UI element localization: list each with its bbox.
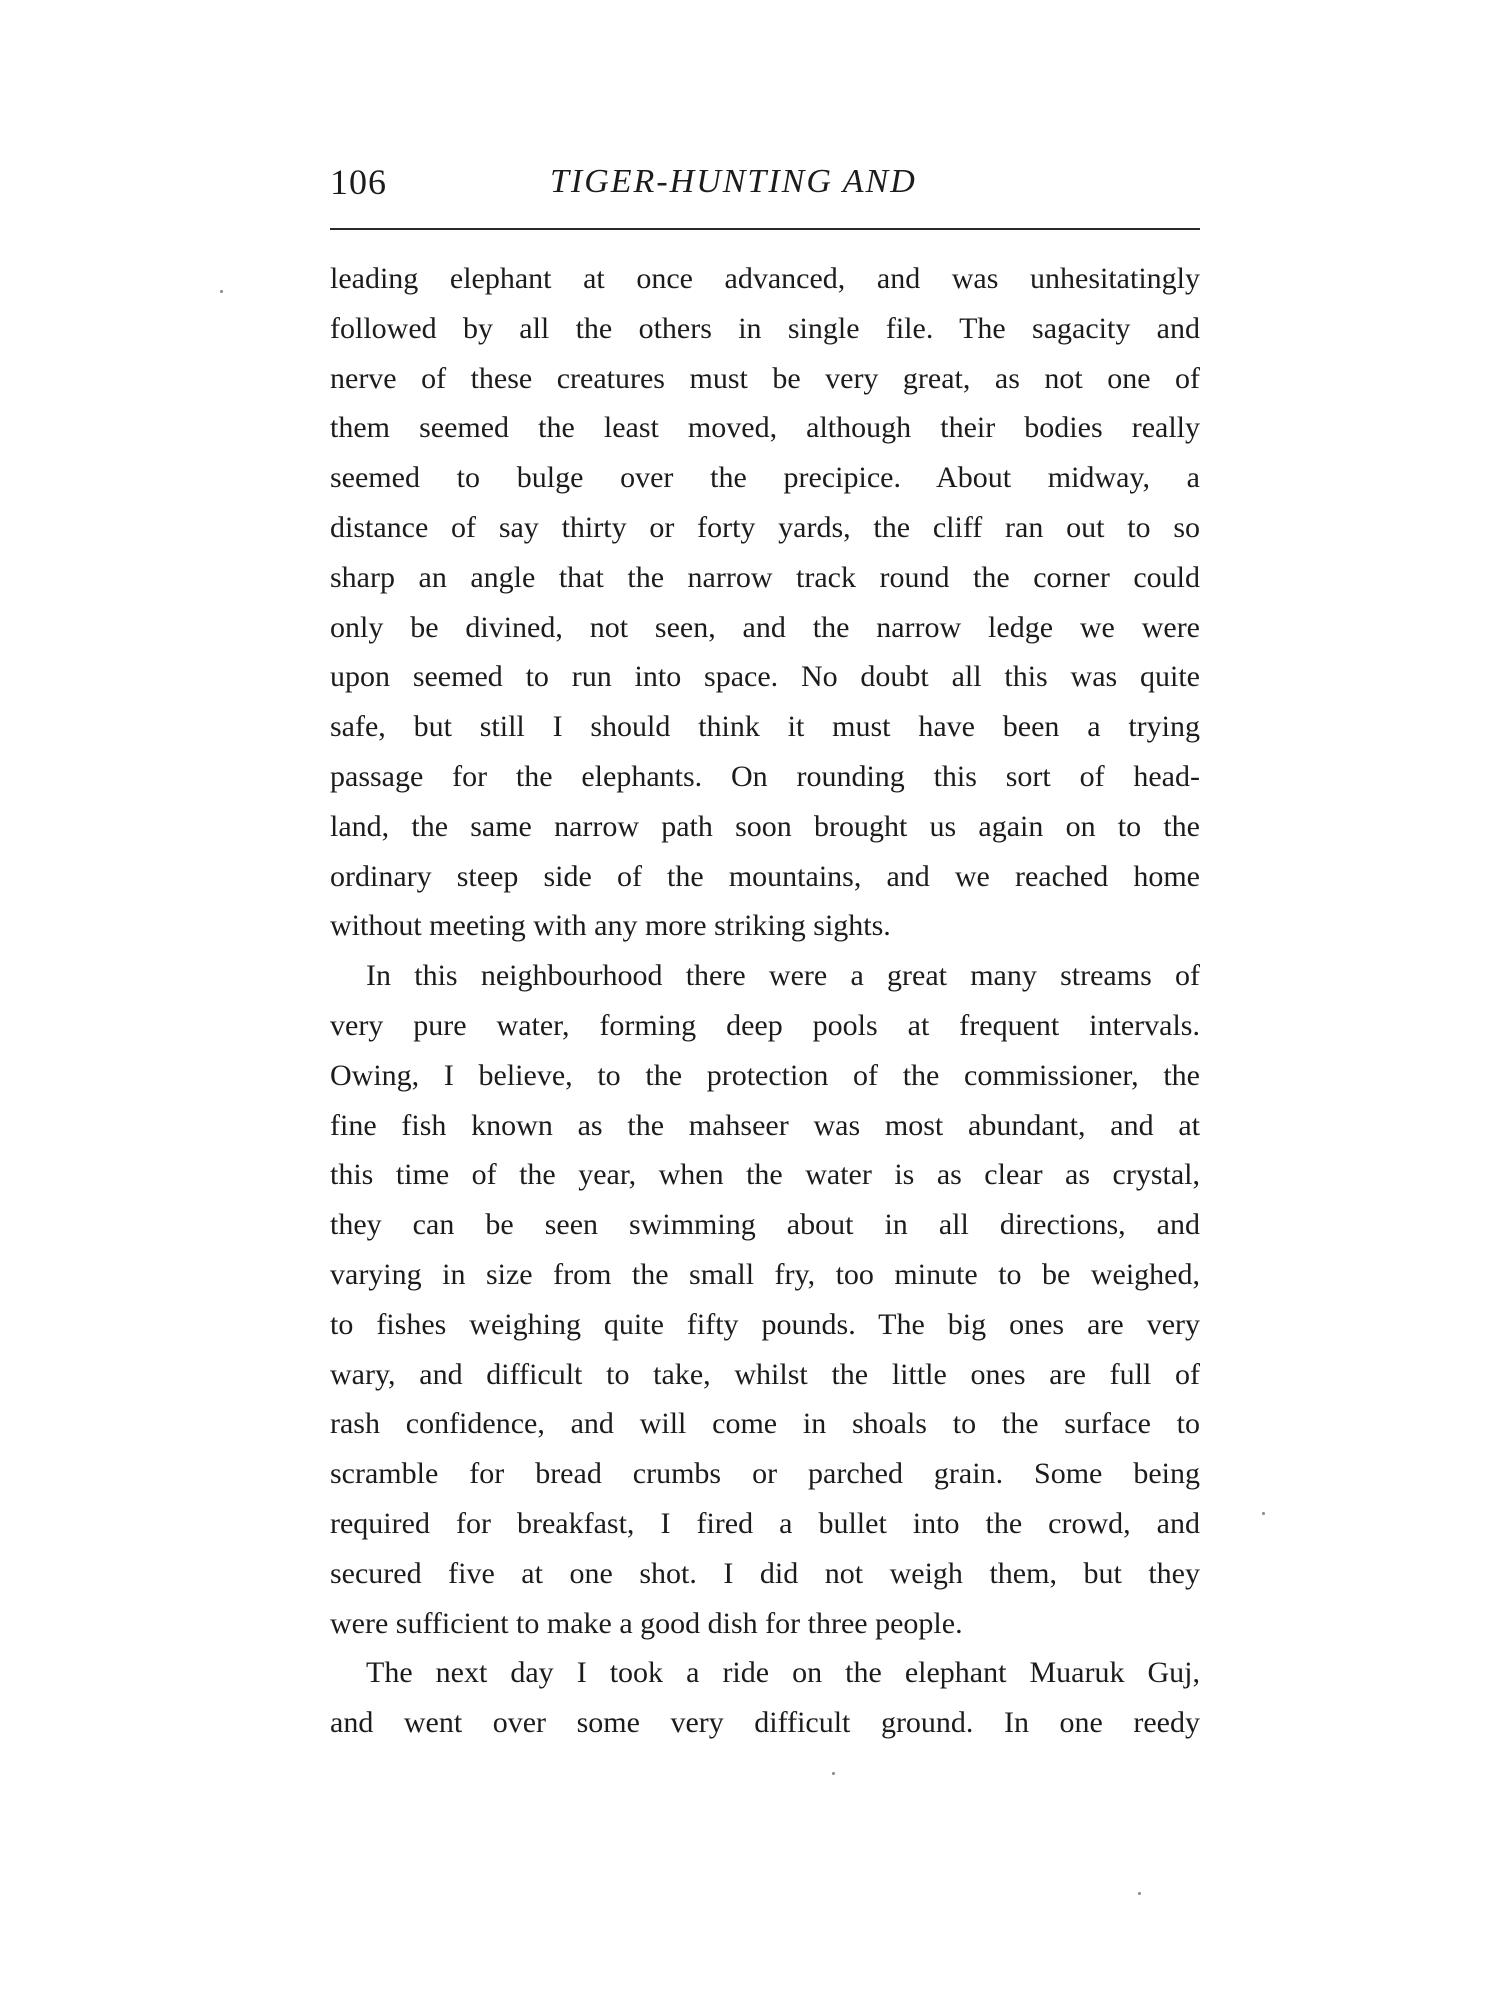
running-head (330, 160, 1200, 220)
text-line: passage for the elephants. On rounding this sort of head- (330, 759, 1200, 793)
paper-speck (1262, 1512, 1265, 1515)
text-line: The next day I took a ride on the elephant Muaruk Guj, (366, 1656, 1200, 1690)
page-number: 106 (330, 162, 387, 202)
text-line: sharp an angle that the narrow track round the corner could (330, 560, 1200, 594)
text-line: seemed to bulge over the precipice. About midway, a (330, 461, 1200, 495)
paper-speck (1138, 1892, 1141, 1895)
running-title: TIGER-HUNTING AND (550, 163, 917, 200)
text-line: fine fish known as the mahseer was most abundant, and at (330, 1108, 1200, 1142)
text-line: very pure water, forming deep pools at frequent intervals. (330, 1008, 1200, 1042)
text-line: nerve of these creatures must be very great, as not one of (330, 361, 1200, 395)
text-line: varying in size from the small fry, too minute to be weighed, (330, 1257, 1200, 1291)
text-line: rash confidence, and will come in shoals to the surface to (330, 1407, 1200, 1441)
text-line: only be divined, not seen, and the narrow ledge we were (330, 610, 1200, 644)
text-line: scramble for bread crumbs or parched grain. Some being (330, 1457, 1200, 1491)
text-line: ordinary steep side of the mountains, and we reached home (330, 859, 1200, 893)
body-text (330, 254, 1200, 1748)
text-line: upon seemed to run into space. No doubt all this was quite (330, 660, 1200, 694)
text-line: wary, and difficult to take, whilst the little ones are full of (330, 1357, 1200, 1391)
paper-speck (220, 290, 223, 293)
text-line: required for breakfast, I fired a bullet into the crowd, and (330, 1506, 1200, 1540)
text-line: In this neighbourhood there were a great many streams of (366, 959, 1200, 993)
text-line: this time of the year, when the water is as clear as crystal, (330, 1158, 1200, 1192)
text-line: them seemed the least moved, although their bodies really (330, 411, 1200, 445)
text-line: distance of say thirty or forty yards, the cliff ran out to so (330, 510, 1200, 544)
text-line: secured five at one shot. I did not weigh them, but they (330, 1556, 1200, 1590)
text-line: Owing, I believe, to the protection of the commissioner, the (330, 1058, 1200, 1092)
text-line: leading elephant at once advanced, and was unhesitatingly (330, 262, 1200, 295)
text-line: and went over some very difficult ground. In one reedy (330, 1706, 1200, 1740)
text-line: followed by all the others in single file. The sagacity and (330, 311, 1200, 345)
text-line: without meeting with any more striking sights. (330, 909, 891, 943)
text-line: they can be seen swimming about in all directions, and (330, 1208, 1200, 1242)
text-line: land, the same narrow path soon brought us again on to the (330, 809, 1200, 843)
text-line: to fishes weighing quite fifty pounds. The big ones are very (330, 1307, 1200, 1341)
text-line: safe, but still I should think it must have been a trying (330, 710, 1200, 744)
paper-speck (832, 1772, 835, 1775)
header-rule (330, 228, 1200, 230)
text-line: were sufficient to make a good dish for three people. (330, 1606, 963, 1640)
